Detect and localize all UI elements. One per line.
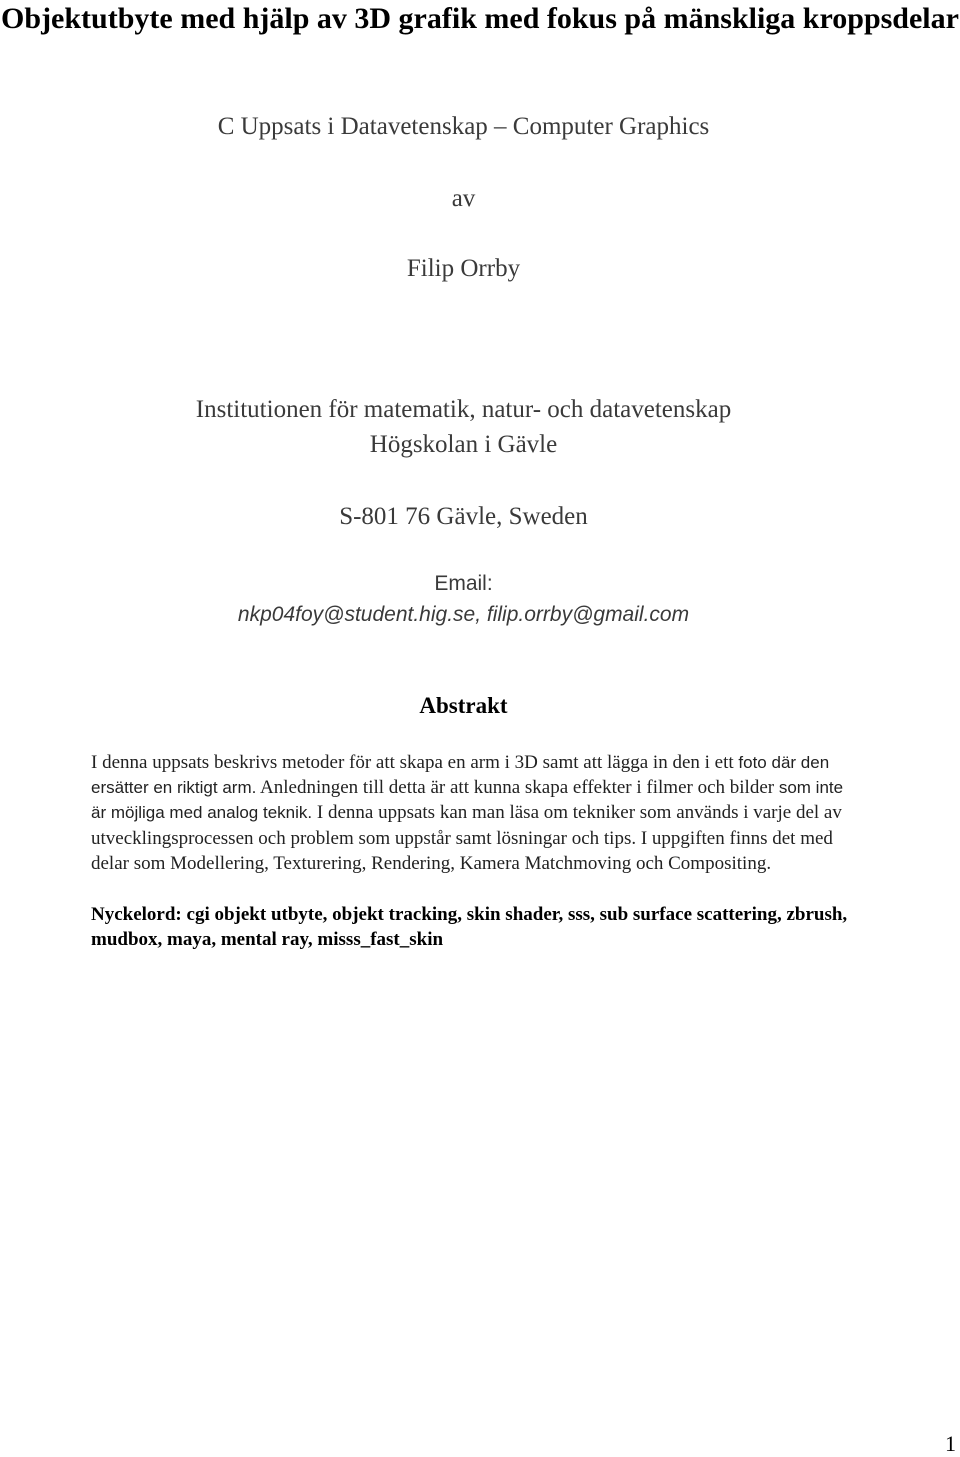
abstract-sentence-rest: I denna uppsats kan man läsa om tekniker som används i varje del av utvecklingsprocessen och problem som uppstår samt lösningar och tips. I uppgiften finns det med delar som Modellering, Texturering, Rendering, Kamera Matchmoving och Compositing. xyxy=(91,802,842,874)
document-title: Objektutbyte med hjälp av 3D grafik med fokus på mänskliga kroppsdelar xyxy=(1,2,959,35)
institution-name: Institutionen för matematik, natur- och datavetenskap xyxy=(195,396,732,423)
abstract-sentence-1a: I denna uppsats beskrivs metoder för att skapa en arm i 3D samt att lägga in den i ett xyxy=(91,752,734,773)
email-label: Email: xyxy=(434,572,493,595)
abstract-sentence-2b: som inte är möjliga med analog teknik. xyxy=(91,778,844,823)
postal-address: S-801 76 Gävle, Sweden xyxy=(339,503,588,530)
abstract-sentence-2a: Anledningen till detta är att kunna skapa effekter i filmer och bilder xyxy=(260,777,775,799)
school-name: Högskolan i Gävle xyxy=(369,431,558,458)
abstract-heading: Abstrakt xyxy=(419,693,508,718)
keywords: Nyckelord: cgi objekt utbyte, objekt tracking, skin shader, sss, sub surface scattering, zbrush, mudbox, maya, mental ray, misss_fast_skin xyxy=(91,904,848,951)
thesis-subtitle: C Uppsats i Datavetenskap – Computer Graphics xyxy=(217,113,710,140)
email-addresses: nkp04foy@student.hig.se, filip.orrby@gmail.com xyxy=(237,603,690,626)
author-name: Filip Orrby xyxy=(406,255,521,282)
page-number: 1 xyxy=(945,1431,956,1456)
abstract-text xyxy=(91,750,851,876)
by-label: av xyxy=(451,185,476,212)
abstract-sentence-1b: foto där den ersätter en riktigt arm. xyxy=(91,753,830,798)
